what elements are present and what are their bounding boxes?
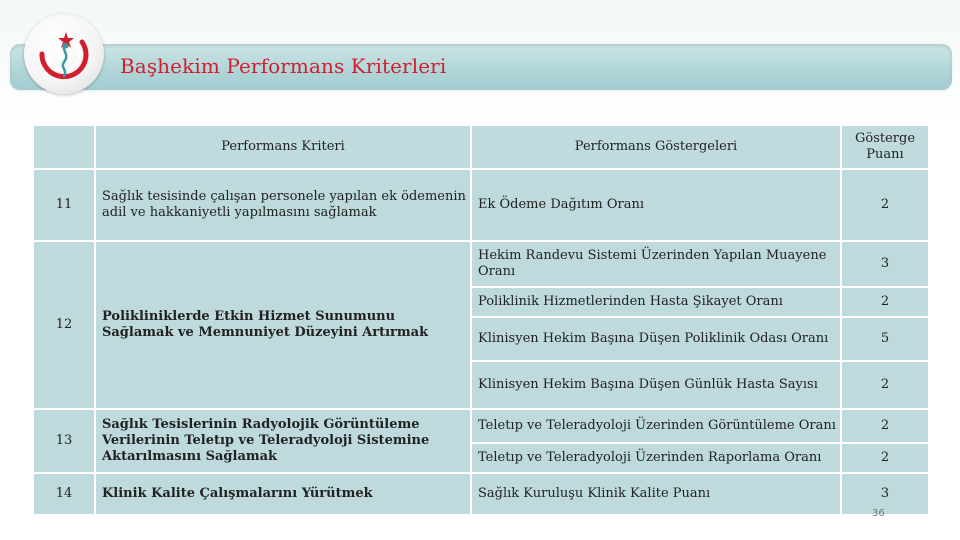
indicator-cell: Hekim Randevu Sistemi Üzerinden Yapılan Muayene Oranı: [470, 240, 842, 288]
points-cell: 3: [840, 240, 930, 288]
indicator-cell: Klinisyen Hekim Başına Düşen Günlük Hasta Sayısı: [470, 360, 842, 410]
indicator-cell: Poliklinik Hizmetlerinden Hasta Şikayet Oranı: [470, 286, 842, 318]
indicator-cell: Ek Ödeme Dağıtım Oranı: [470, 168, 842, 242]
indicator-cell: Sağlık Kuruluşu Klinik Kalite Puanı: [470, 472, 842, 516]
points-cell: 3: [840, 472, 930, 516]
criterion-cell: Sağlık Tesislerinin Radyolojik Görüntüleme Verilerinin Teletıp ve Teleradyoloji Sistemine Aktarılmasını Sağlamak: [94, 408, 472, 474]
indicator-cell: Teletıp ve Teleradyoloji Üzerinden Raporlama Oranı: [470, 442, 842, 474]
criterion-cell: Klinik Kalite Çalışmalarını Yürütmek: [94, 472, 472, 516]
page-number: 36: [872, 508, 885, 519]
points-cell: 2: [840, 442, 930, 474]
points-cell: 5: [840, 316, 930, 362]
header-criterion: Performans Kriteri: [94, 124, 472, 170]
row-number: 14: [32, 472, 96, 516]
row-number: 13: [32, 408, 96, 474]
indicator-cell: Klinisyen Hekim Başına Düşen Poliklinik Odası Oranı: [470, 316, 842, 362]
row-number: 12: [32, 240, 96, 410]
page-title: Başhekim Performans Kriterleri: [120, 54, 447, 78]
row-number: 11: [32, 168, 96, 242]
performance-criteria-table: [32, 124, 930, 516]
criterion-cell: Sağlık tesisinde çalışan personele yapılan ek ödemenin adil ve hakkaniyetli yapılmasını sağlamak: [94, 168, 472, 242]
header-indicators: Performans Göstergeleri: [470, 124, 842, 170]
ministry-logo-icon: [24, 14, 104, 94]
header-points: Gösterge Puanı: [840, 124, 930, 170]
points-cell: 2: [840, 360, 930, 410]
points-cell: 2: [840, 408, 930, 444]
points-cell: 2: [840, 286, 930, 318]
header-no-cell: [32, 124, 96, 170]
points-cell: 2: [840, 168, 930, 242]
indicator-cell: Teletıp ve Teleradyoloji Üzerinden Görüntüleme Oranı: [470, 408, 842, 444]
criterion-cell: Polikliniklerde Etkin Hizmet Sunumunu Sağlamak ve Memnuniyet Düzeyini Artırmak: [94, 240, 472, 410]
